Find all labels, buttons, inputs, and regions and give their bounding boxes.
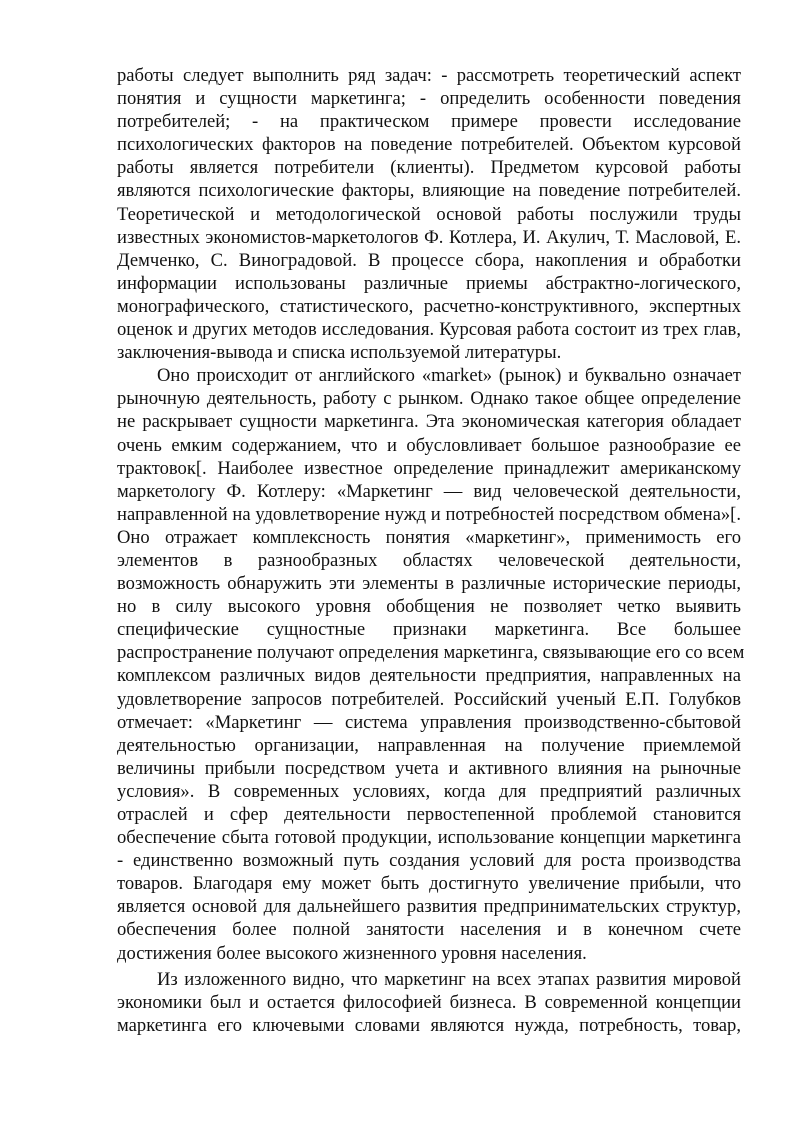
text-line: Демченко, С. Виноградовой. В процессе сбора, накопления и обработки xyxy=(117,249,741,271)
text-line: обеспечения более полной занятости населения и в конечном счете xyxy=(117,919,741,941)
text-line: оценок и других методов исследования. Курсовая работа состоит из трех глав, xyxy=(117,319,741,341)
paragraph-marketing-definition xyxy=(117,364,745,964)
text-line: удовлетворение запросов потребителей. Российский ученый Е.П. Голубков xyxy=(117,688,741,710)
text-line: понятия и сущности маркетинга; - определить особенности поведения xyxy=(117,88,741,110)
text-line: экономики был и остается философией бизнеса. В современной концепции xyxy=(117,991,741,1013)
text-line: элементов в разнообразных областях человеческой деятельности, xyxy=(117,549,741,571)
text-line: - единственно возможный путь создания условий для роста производства xyxy=(117,850,741,872)
text-line: комплексом различных видов деятельности предприятия, направленных на xyxy=(117,665,741,687)
text-line: маркетологу Ф. Котлеру: «Маркетинг — вид человеческой деятельности, xyxy=(117,480,741,502)
text-line: но в силу высокого уровня обобщения не позволяет четко выявить xyxy=(117,596,741,618)
text-line: товаров. Благодаря ему может быть достигнуто увеличение прибыли, что xyxy=(117,873,741,895)
text-line: монографического, статистического, расчетно-конструктивного, экспертных xyxy=(117,295,741,317)
text-line: является основой для дальнейшего развития предпринимательских структур, xyxy=(117,896,741,918)
text-line: условия». В современных условиях, когда для предприятий различных xyxy=(117,780,741,802)
text-line: Теоретической и методологической основой работы послужили труды xyxy=(117,203,741,225)
text-line: заключения-вывода и списка используемой литературы. xyxy=(117,342,562,364)
text-line: не раскрывает сущности маркетинга. Эта экономическая категория обладает xyxy=(117,411,741,433)
text-line: рыночную деятельность, работу с рынком. Однако такое общее определение xyxy=(117,388,741,410)
text-line: являются психологические факторы, влияющие на поведение потребителей. xyxy=(117,180,741,202)
text-line: обеспечение сбыта готовой продукции, использование концепции маркетинга xyxy=(117,827,741,849)
text-line: работы следует выполнить ряд задач: - рассмотреть теоретический аспект xyxy=(117,65,741,86)
text-line: Из изложенного видно, что маркетинг на всех этапах развития мировой xyxy=(157,968,741,990)
text-line: трактовок[. Наиболее известное определение принадлежит американскому xyxy=(117,457,741,479)
text-line: работы является потребители (клиенты). Предметом курсовой работы xyxy=(117,157,741,179)
text-line: деятельностью организации, направленная на получение приемлемой xyxy=(117,734,741,756)
text-line: очень емким содержанием, что и обусловливает большое разнообразие ее xyxy=(117,434,741,456)
paragraph-intro xyxy=(117,64,741,364)
text-line: направленной на удовлетворение нужд и потребностей посредством обмена»[. xyxy=(117,503,741,525)
text-line: отмечает: «Маркетинг — система управления производственно-сбытовой xyxy=(117,711,741,733)
text-line: специфические сущностные признаки маркетинга. Все большее xyxy=(117,619,741,641)
document-page xyxy=(117,64,745,1037)
text-line: распространение получают определения маркетинга, связывающие его со всем xyxy=(117,642,745,664)
text-line: Оно происходит от английского «market» (рынок) и буквально означает xyxy=(157,365,741,387)
text-line: величины прибыли посредством учета и активного влияния на рыночные xyxy=(117,757,741,779)
text-line: психологических факторов на поведение потребителей. Объектом курсовой xyxy=(117,134,741,156)
text-line: известных экономистов-маркетологов Ф. Котлера, И. Акулич, Т. Масловой, Е. xyxy=(117,226,741,248)
text-line: информации использованы различные приемы абстрактно-логического, xyxy=(117,272,741,294)
paragraph-business-philosophy xyxy=(117,968,741,1037)
text-line: потребителей; - на практическом примере провести исследование xyxy=(117,111,741,133)
text-line: маркетинга его ключевыми словами являются нужда, потребность, товар, xyxy=(117,1014,741,1036)
text-line: отраслей и сфер деятельности первостепенной проблемой становится xyxy=(117,804,741,825)
text-line: возможность обнаружить эти элементы в различные исторические периоды, xyxy=(117,573,741,595)
text-line: Оно отражает комплексность понятия «маркетинг», применимость его xyxy=(117,526,741,548)
text-line: достижения более высокого жизненного уровня населения. xyxy=(117,942,587,964)
